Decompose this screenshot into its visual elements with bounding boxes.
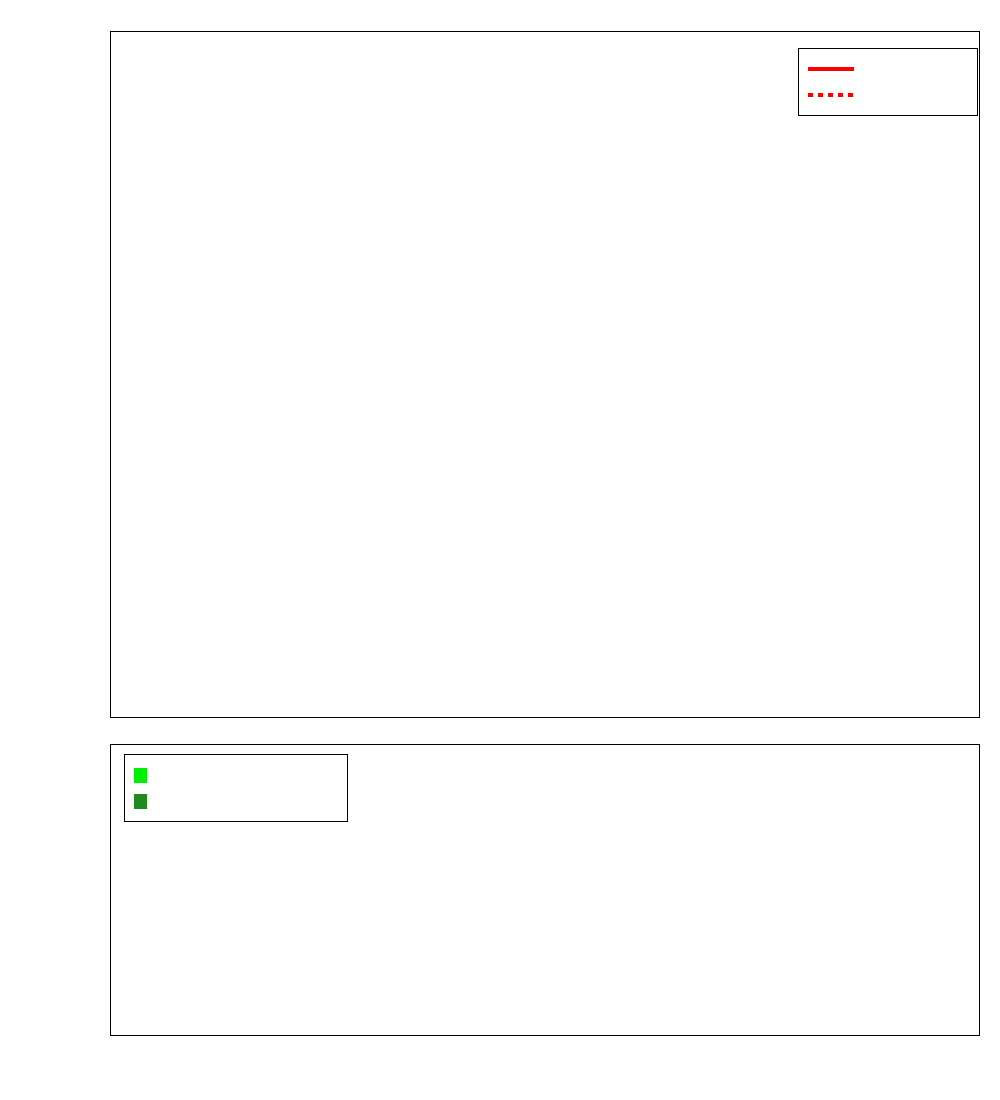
legend-item-available-ruptures xyxy=(134,762,338,788)
dotted-line-key xyxy=(808,88,854,102)
utilized-color-swatch xyxy=(134,794,147,809)
legend-item-utilized-ruptures xyxy=(134,788,338,814)
bottom-legend xyxy=(124,754,348,822)
legend-item-nucleation xyxy=(808,82,968,108)
solid-line-key xyxy=(808,62,854,76)
cumulative-rate-plot xyxy=(110,31,980,718)
legend-item-participation xyxy=(808,56,968,82)
rate-curves xyxy=(111,32,979,717)
available-color-swatch xyxy=(134,768,147,783)
top-legend xyxy=(798,48,978,116)
